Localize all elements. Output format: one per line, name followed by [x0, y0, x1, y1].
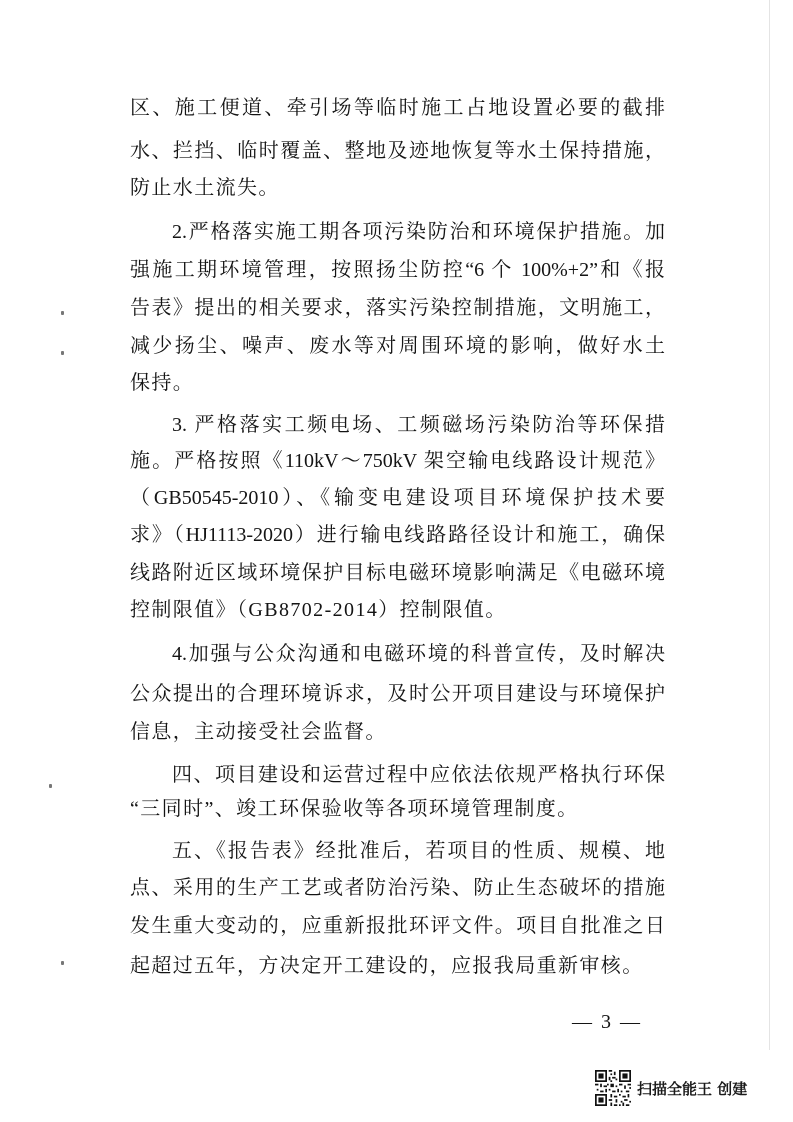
text-line: 起超过五年，方决定开工建设的，应报我局重新审核。 [130, 955, 644, 977]
text-line: 四、项目建设和运营过程中应依法依规严格执行环保 [172, 764, 665, 786]
page-number: — 3 — [572, 1011, 642, 1033]
text-line: 区、施工便道、牵引场等临时施工占地设置必要的截排 [130, 97, 665, 119]
scan-edge-shadow [769, 0, 770, 1050]
watermark-label: 扫描全能王 创建 [637, 1079, 748, 1098]
text-line: 防止水土流失。 [130, 177, 280, 199]
text-line: 求》（HJ1113-2020）进行输电线路路径设计和施工，确保 [130, 524, 665, 546]
text-line: 3. 严格落实工频电场、工频磁场污染防治等环保措 [172, 414, 665, 436]
text-line: 强施工期环境管理，按照扬尘防控“6 个 100%+2”和《报 [130, 259, 665, 281]
text-line: 告表》提出的相关要求，落实污染控制措施，文明施工， [130, 297, 665, 319]
scan-speck [61, 961, 64, 965]
text-line: 4.加强与公众沟通和电磁环境的科普宣传，及时解决 [172, 643, 665, 665]
text-line: 公众提出的合理环境诉求，及时公开项目建设与环境保护 [130, 683, 665, 705]
text-line: 发生重大变动的，应重新报批环评文件。项目自批准之日 [130, 915, 665, 937]
text-line: 五、《报告表》经批准后，若项目的性质、规模、地 [172, 840, 665, 862]
scan-speck [61, 311, 64, 315]
text-line: 2.严格落实施工期各项污染防治和环境保护措施。加 [172, 221, 665, 243]
text-line: “三同时”、竣工环保验收等各项环境管理制度。 [130, 798, 579, 820]
text-line: 线路附近区域环境保护目标电磁环境影响满足《电磁环境 [130, 562, 665, 584]
text-line: 信息，主动接受社会监督。 [130, 721, 387, 743]
scan-speck [49, 784, 52, 788]
text-line: 保持。 [130, 372, 195, 394]
scanner-watermark [595, 1069, 747, 1107]
text-line: 控制限值》（GB8702-2014）控制限值。 [130, 599, 507, 621]
text-line: 点、采用的生产工艺或者防治污染、防止生态破坏的措施 [130, 877, 665, 899]
scan-speck [61, 351, 64, 355]
text-line: 水、拦挡、临时覆盖、整地及迹地恢复等水土保持措施， [130, 140, 665, 162]
text-line: （GB50545-2010）、《输变电建设项目环境保护技术要 [130, 487, 665, 509]
text-line: 施。严格按照《110kV～750kV 架空输电线路设计规范》 [130, 450, 665, 472]
text-line: 减少扬尘、噪声、废水等对周围环境的影响，做好水土 [130, 335, 665, 357]
qr-code-icon [595, 1070, 631, 1106]
